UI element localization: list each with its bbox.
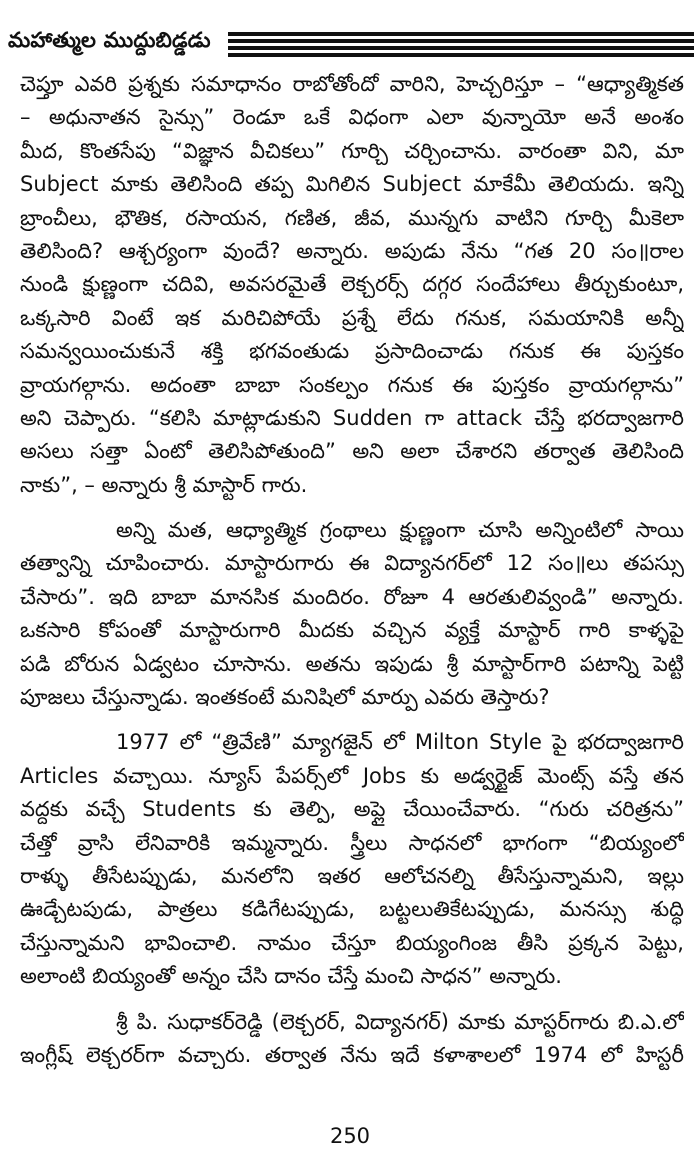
paragraph <box>20 1006 684 1073</box>
text-line: రాళ్ళు తీసేటప్పుడు, మనలోని ఇతర ఆలోచనల్ని తీసేస్తున్నామని, ఇల్లు <box>20 863 684 888</box>
text-line: – అధునాతన సైన్సు” రెండూ ఒకే విధంగా ఎలా వున్నాయో అనే అంశం <box>20 105 684 130</box>
running-head: మహాత్ముల ముద్దుబిడ్డడు <box>8 28 211 52</box>
text-line: ఊడ్చేటపుడు, పాత్రలు కడిగేటప్పుడు, బట్టలుతికేటప్పుడు, మనస్సు శుద్ధి <box>20 897 684 922</box>
paragraph <box>20 68 684 502</box>
text-line: మీద, కొంతసేపు “విజ్ఞాన వీచికలు” గూర్చి చర్చించాను. వారంతా విని, మా <box>20 138 684 163</box>
text-line: తెలిసింది? ఆశ్చర్యంగా వుందే? అన్నారు. అపుడు నేను “గత 20 సం॥రాల <box>20 238 684 263</box>
text-line: పూజలు చేస్తున్నాడు. ఇంతకంటే మనిషిలో మార్పు ఎవరు తెస్తారు? <box>20 685 550 710</box>
text-line: Subject మాకు తెలిసింది తప్ప మిగిలిన Subject మాకేమీ తెలియదు. ఇన్ని <box>20 172 684 197</box>
text-line: సమన్వయించుకునే శక్తి భగవంతుడు ప్రసాదించాడు గనుక ఈ పుస్తకం <box>20 339 684 364</box>
text-line: చెప్తూ ఎవరి ప్రశ్నకు సమాధానం రాబోతోందో వారిని, హెచ్చరిస్తూ – “ఆధ్యాత్మికత <box>20 72 684 96</box>
text-line: ఒకసారి కోపంతో మాస్టారుగారి మీదకు వచ్చిన వ్యక్తే మాస్టార్ గారి కాళ్ళపై <box>20 618 684 643</box>
text-line: Articles వచ్చాయి. న్యూస్ పేపర్స్‌లో Jobs కు అడ్వర్టైజ్ మెంట్స్ వస్తే తన <box>20 763 684 788</box>
paragraph-gap <box>20 994 684 1006</box>
text-line: అలాంటి బియ్యంతో అన్నం చేసి దానం చేస్తే మంచి సాధన” అన్నారు. <box>20 964 562 989</box>
text-line: నుండి క్షుణ్ణంగా చదివి, అవసరమైతే లెక్చరర్స్ దగ్గర సందేహాలు తీర్చుకుంటూ, <box>20 272 684 297</box>
text-line: పడి బోరున ఏడ్వటం చూసాను. అతను ఇపుడు శ్రీ మాస్టార్‌గారి పటాన్ని పెట్టి <box>20 651 684 676</box>
text-line: వ్రాయగల్గాను. అదంతా బాబా సంకల్పం గనుక ఈ పుస్తకం వ్రాయగల్గాను” <box>20 372 684 397</box>
text-line: అసలు సత్తా ఏంటో తెలిసిపోతుంది” అని అలా చేశారని తర్వాత తెలిసింది <box>20 439 684 464</box>
page-header <box>8 6 694 62</box>
header-rule <box>228 32 694 36</box>
text-line: తత్వాన్ని చూపించారు. మాస్టారుగారు ఈ విద్యానగర్‌లో 12 సం॥లు తపస్సు <box>20 551 684 576</box>
paragraph <box>20 726 684 993</box>
text-line: చేత్తో వ్రాసి లేనివారికి ఇమ్మన్నారు. స్త్రీలు సాధనలో భాగంగా “బియ్యంలో <box>20 830 684 855</box>
text-line: చేస్తున్నామని భావించాలి. నామం చేస్తూ బియ్యంగింజ తీసి ప్రక్కన పెట్టు, <box>20 930 684 955</box>
text-line: నాకు”, – అన్నారు శ్రీ మాస్టార్ గారు. <box>20 472 308 497</box>
text-line: చేసారు”. ఇది బాబా మానసిక మందిరం. రోజూ 4 ఆరతులివ్వండి” అన్నారు. <box>20 584 684 609</box>
text-line: వద్దకు వచ్చే Students కు తెల్పి, అప్లై చేయించేవారు. “గురు చరిత్రను” <box>20 797 684 822</box>
paragraph <box>20 514 684 714</box>
text-line: 1977 లో “త్రివేణి” మ్యాగజైన్ లో Milton Style పై భరద్వాజగారి <box>116 730 684 755</box>
text-line: ఇంగ్లీష్ లెక్చరర్‌గా వచ్చారు. తర్వాత నేను ఇదే కళాశాలలో 1974 లో హిస్టరీ <box>20 1042 684 1067</box>
text-line: అని చెప్పారు. “కలిసి మాట్లాడుకుని Sudden గా attack చేస్తే భరద్వాజగారి <box>20 405 684 430</box>
text-line: శ్రీ పి. సుధాకర్‌రెడ్డి (లెక్చరర్, విద్యానగర్) మాకు మాస్టర్‌గారు బి.ఎ.లో <box>116 1009 684 1034</box>
paragraph-gap <box>20 714 684 726</box>
header-rule <box>228 39 694 43</box>
text-line: బ్రాంచీలు, భౌతిక, రసాయన, గణిత, జీవ, మున్నగు వాటిని గూర్చి మీకెలా <box>20 205 684 230</box>
paragraph-gap <box>20 502 684 514</box>
body-text <box>20 68 684 1072</box>
text-line: అన్ని మత, ఆధ్యాత్మిక గ్రంథాలు క్షుణ్ణంగా చూసి అన్నింటిలో సాయి <box>116 518 684 543</box>
header-rule <box>228 46 694 50</box>
header-rules <box>228 32 694 60</box>
header-rule <box>228 53 694 57</box>
page-number: 250 <box>329 1124 371 1148</box>
text-line: ఒక్కసారి వింటే ఇక మరిచిపోయే ప్రశ్నే లేదు గనుక, సమయానికి అన్నీ <box>20 305 684 330</box>
